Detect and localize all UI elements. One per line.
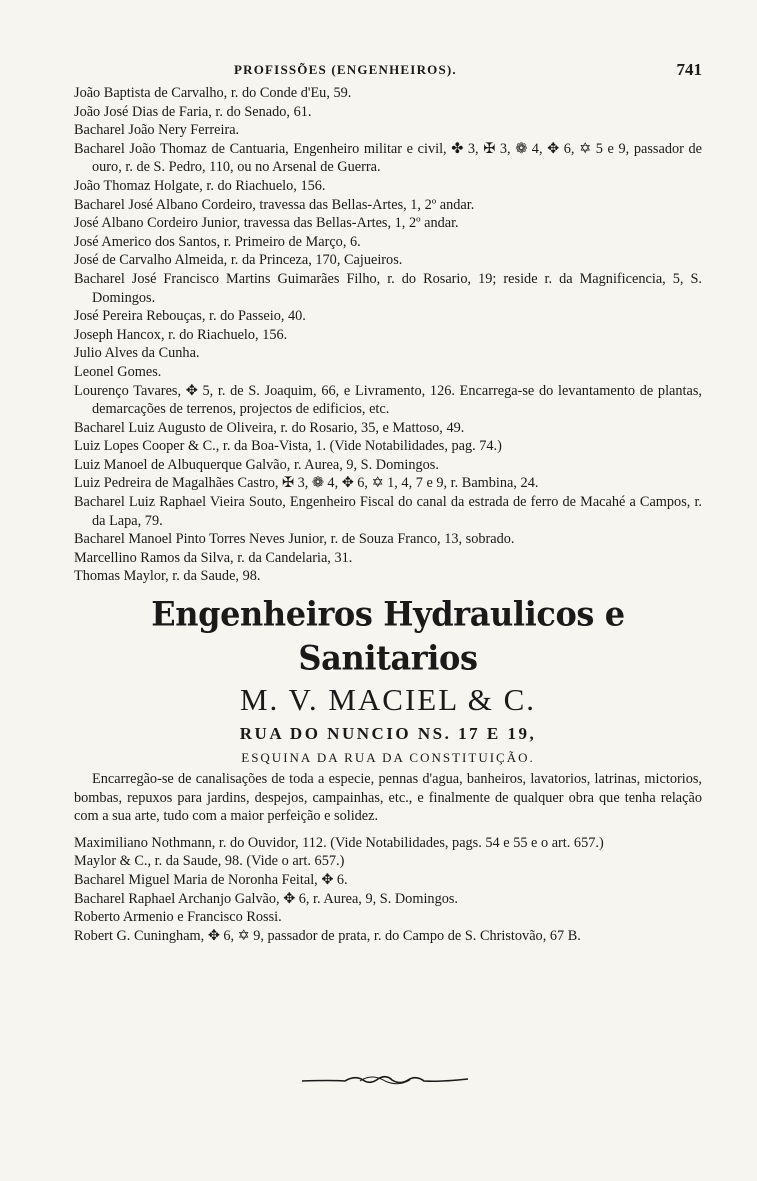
entry: Julio Alves da Cunha. <box>74 345 200 362</box>
entries-list <box>74 84 702 586</box>
entry: Marcellino Ramos da Silva, r. da Candelaria, 31. <box>74 549 353 566</box>
entry: Luiz Pedreira de Magalhães Castro, ✠ 3, ❁ 4, ✥ 6, ✡ 1, 4, 7 e 9, r. Bambina, 24. <box>74 475 539 492</box>
advert-title: Engenheiros Hydraulicos e Sanitarios <box>151 594 625 679</box>
entry: Luiz Manoel de Albuquerque Galvão, r. Aurea, 9, S. Domingos. <box>74 456 439 473</box>
entry: Thomas Maylor, r. da Saude, 98. <box>74 568 261 585</box>
entry: José Pereira Rebouças, r. do Passeio, 40. <box>74 308 306 325</box>
entry: Bacharel Manoel Pinto Torres Neves Junior, r. de Souza Franco, 13, sobrado. <box>74 531 515 548</box>
entry: Joseph Hancox, r. do Riachuelo, 156. <box>74 326 288 343</box>
entry: Bacharel Raphael Archanjo Galvão, ✥ 6, r. Aurea, 9, S. Domingos. <box>74 890 459 907</box>
directory-page <box>74 58 702 945</box>
running-head <box>74 58 702 84</box>
advert-firm-name: M. V. MACIEL & C. <box>239 682 537 718</box>
entries-list-continued <box>74 834 702 946</box>
entry: Maylor & C., r. da Saude, 98. (Vide o art. 657.) <box>74 853 345 870</box>
advert-corner: ESQUINA DA RUA DA CONSTITUIÇÃO. <box>241 750 535 766</box>
entry: Bacharel José Albano Cordeiro, travessa das Bellas-Artes, 1, 2º andar. <box>74 196 475 213</box>
advert-address: RUA DO NUNCIO NS. 17 E 19, <box>239 724 537 744</box>
entry: Leonel Gomes. <box>74 363 162 380</box>
entry: José Americo dos Santos, r. Primeiro de Março, 6. <box>74 233 361 250</box>
entry: Robert G. Cuningham, ✥ 6, ✡ 9, passador de prata, r. do Campo de S. Christovão, 67 B. <box>74 927 581 944</box>
ornament-divider-icon <box>300 1072 470 1088</box>
advert-body: Encarregão-se de canalisações de toda a especie, pennas d'agua, banheiros, lavatorios, latrinas, mictorios, bombas, repuxos para jardins, despejos, campainhas, etc., e finalmente de qualquer obra que tenha relação com a sua arte, tudo com a maior perfeição e solidez. <box>74 771 702 825</box>
entry: José de Carvalho Almeida, r. da Princeza, 170, Cajueiros. <box>74 252 403 269</box>
advertisement <box>74 594 702 826</box>
entry: Bacharel João Nery Ferreira. <box>74 122 240 139</box>
entry: Bacharel Luiz Augusto de Oliveira, r. do Rosario, 35, e Mattoso, 49. <box>74 419 465 436</box>
entry: Bacharel Miguel Maria de Noronha Feital, ✥ 6. <box>74 872 348 888</box>
page-number: 741 <box>676 60 702 79</box>
entry: José Albano Cordeiro Junior, travessa das Bellas-Artes, 1, 2º andar. <box>74 215 459 232</box>
section-title: PROFISSÕES (ENGENHEIROS). <box>234 62 457 77</box>
entry: Luiz Lopes Cooper & C., r. da Boa-Vista, 1. (Vide Notabilidades, pag. 74.) <box>74 438 502 455</box>
entry: Bacharel José Francisco Martins Guimarães Filho, r. do Rosario, 19; reside r. da Magnificencia, 5, S. Domingos. <box>74 270 702 306</box>
entry: Roberto Armenio e Francisco Rossi. <box>74 909 282 926</box>
entry: João Thomaz Holgate, r. do Riachuelo, 156. <box>74 177 326 194</box>
entry: Bacharel João Thomaz de Cantuaria, Engenheiro militar e civil, ✤ 3, ✠ 3, ❁ 4, ✥ 6, ✡ 5 e 9, passador de ouro, r. de S. Pedro, 110, ou no Arsenal de Guerra. <box>74 140 702 176</box>
entry: Maximiliano Nothmann, r. do Ouvidor, 112. (Vide Notabilidades, pags. 54 e 55 e o art. 657.) <box>74 834 604 851</box>
entry: João José Dias de Faria, r. do Senado, 61. <box>74 103 312 120</box>
entry: João Baptista de Carvalho, r. do Conde d'Eu, 59. <box>74 85 352 101</box>
entry: Lourenço Tavares, ✥ 5, r. de S. Joaquim, 66, e Livramento, 126. Encarrega-se do levantamento de plantas, demarcações de terrenos, projectos de edificios, etc. <box>74 382 702 418</box>
entry: Bacharel Luiz Raphael Vieira Souto, Engenheiro Fiscal do canal da estrada de ferro de Macahé a Campos, r. da Lapa, 79. <box>74 494 702 529</box>
